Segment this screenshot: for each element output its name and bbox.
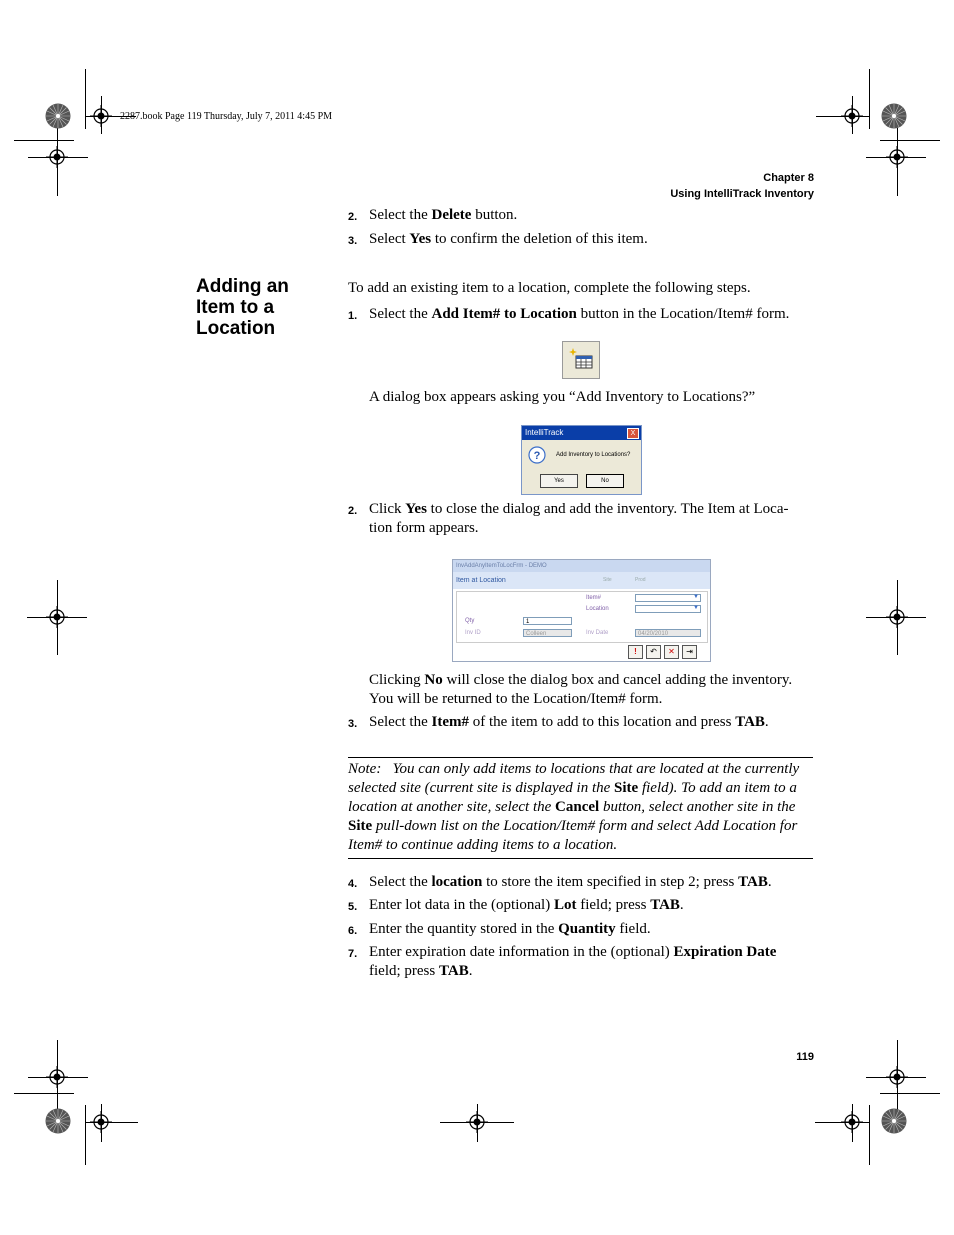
step-text: Select the Item# of the item to add to this location and press TAB. <box>369 714 769 730</box>
chevron-down-icon[interactable]: ▼ <box>693 605 699 611</box>
site-column-label: Site <box>603 577 612 583</box>
door-exit-icon: ⇥ <box>686 647 693 656</box>
registration-rosette-icon <box>881 103 907 129</box>
page-number: 119 <box>796 1051 814 1063</box>
section-heading: Adding an Item to a Location <box>196 276 289 339</box>
exclamation-icon: ! <box>634 647 637 656</box>
dialog-caption: A dialog box appears asking you “Add Inventory to Locations?” <box>369 389 756 405</box>
close-icon: ✕ <box>668 647 675 656</box>
form-window-title: InvAddAnyItemToLocFrm - DEMO <box>453 560 710 572</box>
qty-label: Qty <box>465 618 475 624</box>
chevron-down-icon[interactable]: ▼ <box>693 594 699 600</box>
add-item-to-location-button[interactable] <box>562 341 600 379</box>
registration-rosette-icon <box>45 103 71 129</box>
step-text: Select the Add Item# to Location button in the Location/Item# form. <box>369 306 790 322</box>
registration-target-icon <box>46 146 68 168</box>
step-number: 1. <box>348 310 358 322</box>
registration-target-icon <box>841 1111 863 1133</box>
alert-button[interactable] <box>628 645 643 659</box>
clicking-no-text: Clicking No will close the dialog box and cancel adding the inventory. <box>369 672 793 688</box>
step-number: 7. <box>348 948 358 960</box>
dialog-yes-button[interactable]: Yes <box>540 474 578 488</box>
registration-target-icon <box>886 146 908 168</box>
dialog-question: Add Inventory to Locations? <box>556 452 631 458</box>
step-text: Enter expiration date information in the (optional) Expiration Date <box>369 944 777 960</box>
invdate-label: Inv Date <box>586 630 609 636</box>
registration-target-icon <box>886 606 908 628</box>
step-text: Select the Delete button. <box>369 207 518 223</box>
running-head-chapter: Chapter 8 <box>763 172 814 184</box>
svg-text:?: ? <box>533 450 541 462</box>
exit-button[interactable] <box>682 645 697 659</box>
registration-rosette-icon <box>881 1108 907 1134</box>
note-rule-bottom <box>348 858 813 859</box>
step-text: Select the location to store the item specified in step 2; press TAB. <box>369 874 772 890</box>
prod-column-label: Prod <box>635 577 646 583</box>
invid-field: Colleen <box>523 629 572 637</box>
item-select[interactable] <box>635 594 701 602</box>
step-number: 5. <box>348 901 358 913</box>
dialog-close-button[interactable]: X <box>627 428 639 439</box>
confirm-dialog <box>521 425 642 495</box>
registration-target-icon <box>90 105 112 127</box>
add-table-icon <box>563 342 599 378</box>
invdate-field: 04/20/2010 <box>635 629 701 637</box>
location-label: Location <box>586 606 609 612</box>
step-number: 3. <box>348 718 358 730</box>
registration-target-icon <box>886 1066 908 1088</box>
print-stamp: 2287.book Page 119 Thursday, July 7, 2011 4:45 PM <box>120 111 333 122</box>
step-text-continued: tion form appears. <box>369 520 479 536</box>
registration-target-icon <box>46 1066 68 1088</box>
registration-target-icon <box>841 105 863 127</box>
step-number: 3. <box>348 235 358 247</box>
location-select[interactable] <box>635 605 701 613</box>
step-number: 2. <box>348 211 358 223</box>
running-head-title: Using IntelliTrack Inventory <box>670 188 814 200</box>
question-icon <box>528 446 546 464</box>
step-number: 4. <box>348 878 358 890</box>
registration-target-icon <box>466 1111 488 1133</box>
item-at-location-form <box>452 559 711 662</box>
undo-button[interactable] <box>646 645 661 659</box>
step-text: Enter lot data in the (optional) Lot field; press TAB. <box>369 897 684 913</box>
dialog-titlebar: IntelliTrack X <box>522 426 641 440</box>
step-text-continued: field; press TAB. <box>369 963 473 979</box>
invid-label: Inv ID <box>465 630 481 636</box>
intro-text: To add an existing item to a location, complete the following steps. <box>348 280 751 296</box>
step-number: 2. <box>348 505 358 517</box>
step-text: Enter the quantity stored in the Quantity field. <box>369 921 651 937</box>
cancel-button[interactable] <box>664 645 679 659</box>
dialog-no-button[interactable]: No <box>586 474 624 488</box>
registration-target-icon <box>46 606 68 628</box>
step-text: Select Yes to confirm the deletion of this item. <box>369 231 648 247</box>
note-block: Note: You can only add items to locations that are located at the currently selected site (current site is displayed in the Site field). To add an item to a location at another site, select the Cancel button, select another site in the Site pull-down list on the Location/Item# form and select Add Location for Item# to continue adding items to a location. <box>348 761 800 853</box>
step-number: 6. <box>348 925 358 937</box>
note-rule-top <box>348 757 813 758</box>
clicking-no-text-line2: You will be returned to the Location/Item# form. <box>369 691 663 707</box>
step-text: Click Yes to close the dialog and add the inventory. The Item at Loca- <box>369 501 789 517</box>
undo-icon: ↶ <box>650 647 657 656</box>
item-label: Item# <box>586 595 602 601</box>
registration-rosette-icon <box>45 1108 71 1134</box>
qty-field[interactable]: 1 <box>523 617 572 625</box>
registration-target-icon <box>90 1111 112 1133</box>
form-heading: Item at Location <box>453 572 710 589</box>
